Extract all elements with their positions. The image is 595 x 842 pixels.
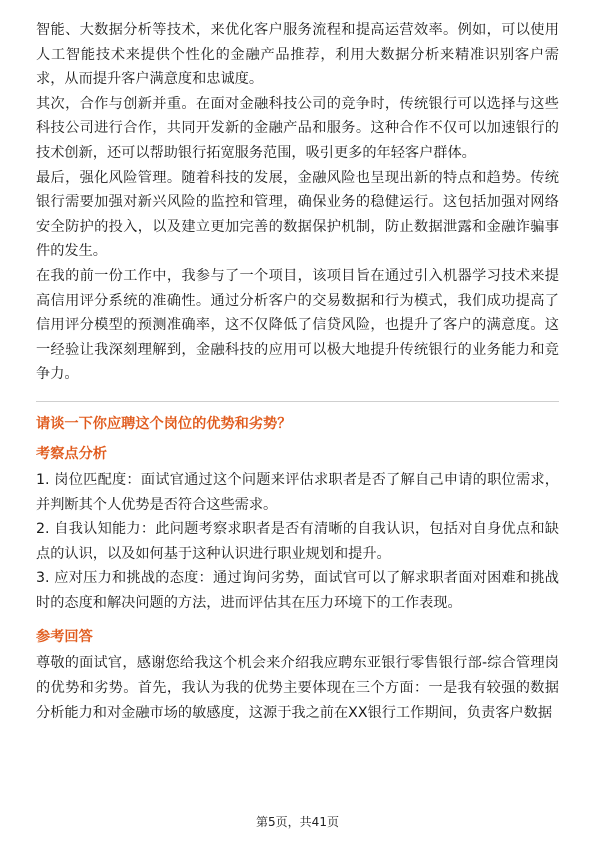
section-divider (36, 401, 559, 402)
section-gap (36, 615, 559, 625)
answer-paragraph: 尊敬的面试官，感谢您给我这个机会来介绍我应聘东亚银行零售银行部-综合管理岗的优势和劣势。首先，我认为我的优势主要体现在三个方面：一是我有较强的数据分析能力和对金融市场的敏感度，这源于我之前在XX银行工作期间，负责客户数据 (36, 655, 559, 721)
document-page (36, 18, 559, 725)
body-paragraph-1: 智能、大数据分析等技术，来优化客户服务流程和提高运营效率。例如，可以使用人工智能技术来提供个性化的金融产品推荐，利用大数据分析来精准识别客户需求，从而提升客户满意度和忠诚度。 (36, 22, 559, 88)
question-title: 请谈一下你应聘这个岗位的优势和劣势？ (36, 415, 292, 432)
analysis-heading: 考察点分析 (36, 445, 107, 462)
page-number: 第5页，共41页 (256, 815, 339, 829)
body-paragraph-3: 最后，强化风险管理。随着科技的发展，金融风险也呈现出新的特点和趋势。传统银行需要加强对新兴风险的监控和管理，确保业务的稳健运行。这包括加强对网络安全防护的投入，以及建立更加完善的数据保护机制，防止数据泄露和金融诈骗事件的发生。 (36, 169, 559, 260)
analysis-item-1: 1. 岗位匹配度：面试官通过这个问题来评估求职者是否了解自己申请的职位需求，并判断其个人优势是否符合这些需求。 (36, 471, 559, 513)
analysis-item-2: 2. 自我认知能力：此问题考察求职者是否有清晰的自我认识，包括对自身优点和缺点的认识，以及如何基于这种认识进行职业规划和提升。 (36, 521, 559, 562)
answer-heading: 参考回答 (36, 629, 93, 646)
body-paragraph-4: 在我的前一份工作中，我参与了一个项目，该项目旨在通过引入机器学习技术来提高信用评分系统的准确性。通过分析客户的交易数据和行为模式，我们成功提高了信用评分模型的预测准确率，这不仅降低了信贷风险，也提升了客户的满意度。这一经验让我深刻理解到，金融科技的应用可以极大地提升传统银行的业务能力和竞争力。 (36, 267, 559, 383)
body-paragraph-2: 其次，合作与创新并重。在面对金融科技公司的竞争时，传统银行可以选择与这些科技公司进行合作，共同开发新的金融产品和服务。这种合作不仅可以加速银行的技术创新，还可以帮助银行拓宽服务范围，吸引更多的年轻客户群体。 (36, 95, 559, 161)
analysis-item-3: 3. 应对压力和挑战的态度：通过询问劣势，面试官可以了解求职者面对困难和挑战时的态度和解决问题的方法，进而评估其在压力环境下的工作表现。 (36, 570, 559, 611)
